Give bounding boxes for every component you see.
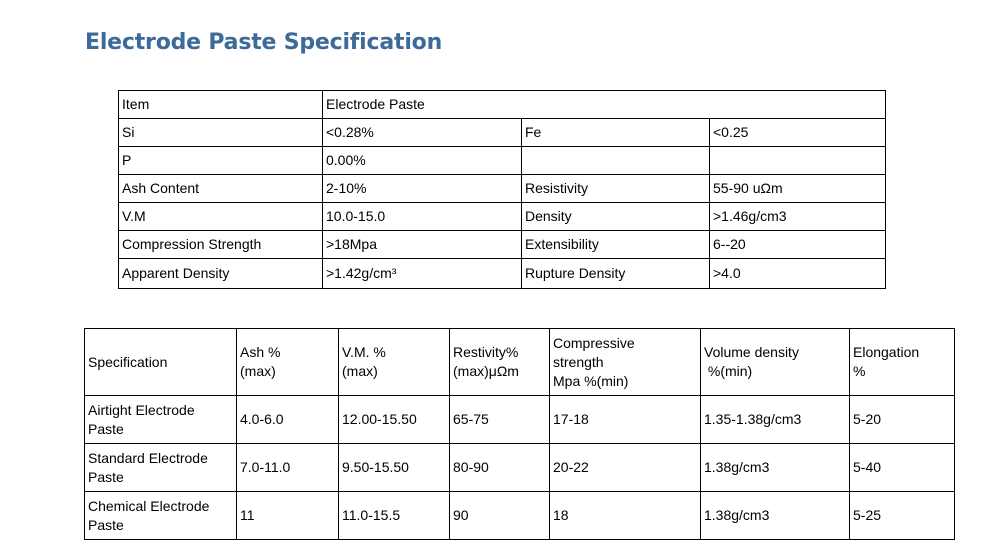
table-cell: 20-22 (550, 444, 701, 492)
table-cell: 65-75 (450, 396, 550, 444)
table-cell: Compression Strength (119, 231, 323, 259)
table-row (119, 259, 886, 289)
table-cell: 4.0-6.0 (237, 396, 339, 444)
table-cell: 11.0-15.5 (339, 492, 450, 540)
header-line: Specification (88, 353, 168, 370)
header-line: strength (553, 353, 604, 370)
column-header (850, 329, 955, 396)
table-cell: 90 (450, 492, 550, 540)
cell-line: Paste (88, 516, 124, 533)
table-cell: 80-90 (450, 444, 550, 492)
table-cell: >4.0 (710, 259, 886, 289)
header-line: Mpa %(min) (553, 372, 629, 389)
table-row (119, 147, 886, 175)
header-line: (max) (240, 363, 276, 379)
cell-line: Standard Electrode (88, 449, 208, 466)
table-cell: >18Mpa (323, 231, 522, 259)
table-row (85, 444, 955, 492)
column-header (450, 329, 550, 396)
table-row (119, 231, 886, 259)
table-cell: 12.00-15.50 (339, 396, 450, 444)
table-cell: Si (119, 119, 323, 147)
table-cell: 1.38g/cm3 (701, 444, 850, 492)
table-cell: Electrode Paste (323, 91, 886, 119)
table-cell: Apparent Density (119, 259, 323, 289)
header-line: (max) (342, 363, 378, 379)
table-cell: 1.38g/cm3 (701, 492, 850, 540)
header-line: Restivity% (453, 344, 519, 360)
header-line: Ash % (240, 344, 281, 360)
column-header (701, 329, 850, 396)
table-cell: P (119, 147, 323, 175)
header-line: Compressive (553, 334, 635, 351)
table-cell: 9.50-15.50 (339, 444, 450, 492)
table-row (85, 492, 955, 540)
header-line: % (853, 363, 866, 379)
column-header (339, 329, 450, 396)
table-cell: V.M (119, 203, 323, 231)
electrode-paste-properties-table (118, 90, 886, 289)
header-line: V.M. % (342, 344, 386, 360)
table-cell: 55-90 uΩm (710, 175, 886, 203)
column-header (550, 329, 701, 396)
table-cell: <0.28% (323, 119, 522, 147)
column-header (85, 329, 237, 396)
electrode-paste-grades-table (84, 328, 955, 540)
table-cell: 0.00% (323, 147, 522, 175)
table-cell: 7.0-11.0 (237, 444, 339, 492)
table-cell: 2-10% (323, 175, 522, 203)
table-cell: Rupture Density (522, 259, 710, 289)
table-cell: 6--20 (710, 231, 886, 259)
table-cell (522, 147, 710, 175)
table-cell: >1.42g/cm³ (323, 259, 522, 289)
cell-line: Paste (88, 420, 124, 437)
table-cell: 1.35-1.38g/cm3 (701, 396, 850, 444)
header-line: Elongation (853, 344, 920, 360)
cell-line: Airtight Electrode (88, 401, 195, 418)
table-cell: 5-25 (850, 492, 955, 540)
cell-line: Paste (88, 468, 124, 485)
table-cell (85, 492, 237, 540)
column-header (237, 329, 339, 396)
table-cell: 5-40 (850, 444, 955, 492)
page-title: Electrode Paste Specification (85, 30, 443, 55)
table-cell (710, 147, 886, 175)
table-cell: 10.0-15.0 (323, 203, 522, 231)
table-cell: Fe (522, 119, 710, 147)
table-row (119, 91, 886, 119)
table-row (119, 119, 886, 147)
header-line: (max)μΩm (453, 363, 519, 379)
table-cell: >1.46g/cm3 (710, 203, 886, 231)
table-cell: 11 (237, 492, 339, 540)
table-cell: Item (119, 91, 323, 119)
header-line: Volume density (704, 344, 799, 360)
table-cell: 17-18 (550, 396, 701, 444)
table-cell: Resistivity (522, 175, 710, 203)
header-line: %(min) (704, 363, 753, 379)
table-cell: Extensibility (522, 231, 710, 259)
table-cell: <0.25 (710, 119, 886, 147)
table-row (85, 396, 955, 444)
table-cell: 18 (550, 492, 701, 540)
table-cell (85, 444, 237, 492)
table-cell: Ash Content (119, 175, 323, 203)
table-cell: Density (522, 203, 710, 231)
table-cell (85, 396, 237, 444)
cell-line: Chemical Electrode (88, 497, 210, 514)
table-row (119, 175, 886, 203)
table-cell: 5-20 (850, 396, 955, 444)
table-row (119, 203, 886, 231)
table-header-row (85, 329, 955, 396)
